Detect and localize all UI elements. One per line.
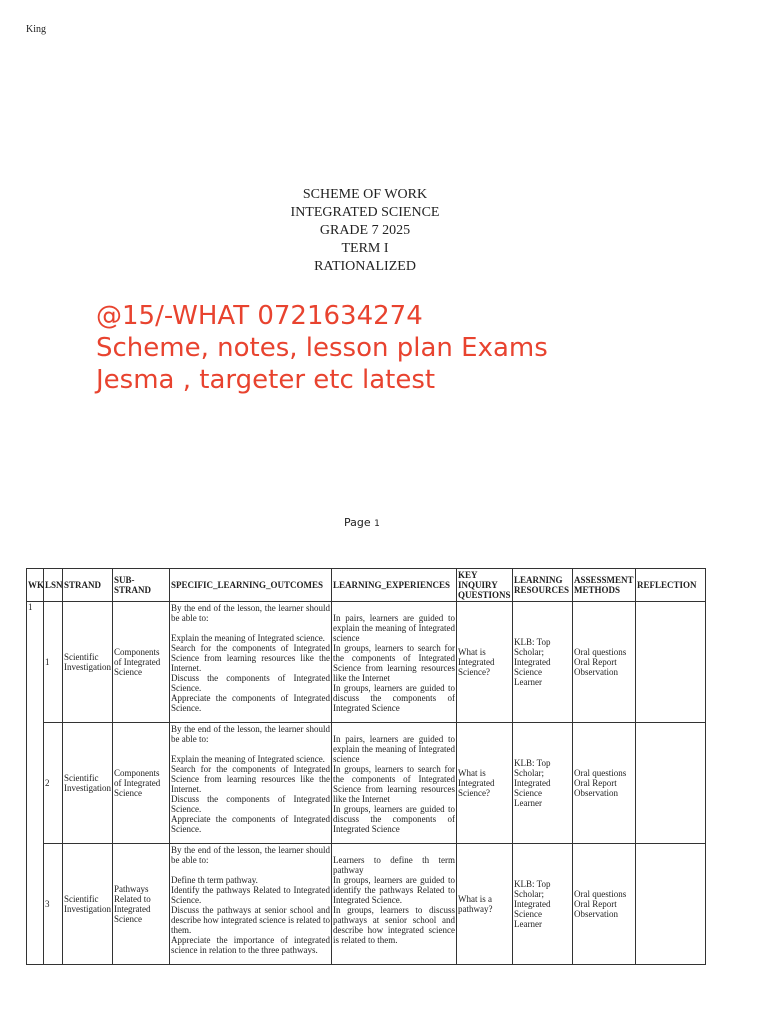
outcome-item: Search for the components of Integrated Science from learning resources like the Internet.: [171, 643, 330, 673]
experience-item: In groups, learners are guided to identify the pathways Related to Integrated Science.: [333, 875, 455, 905]
title-line: GRADE 7 2025: [319, 223, 411, 238]
sub-strand-cell: Components of Integrated Science: [113, 723, 170, 844]
page-number-value: 1: [374, 519, 380, 529]
assessment-cell: [573, 723, 636, 844]
experience-item: Learners to define th term pathway: [333, 855, 455, 875]
question-cell: What is Integrated Science?: [457, 723, 513, 844]
outcome-item: Define th term pathway.: [171, 875, 258, 885]
assessment-item: Oral Report: [574, 657, 617, 667]
assessment-item: Oral Report: [574, 778, 617, 788]
outcomes-intro: By the end of the lesson, the learner should be able to:: [171, 603, 330, 623]
table-row: [27, 844, 706, 965]
strand-cell: Scientific Investigation: [63, 844, 113, 965]
outcome-item: Search for the components of Integrated Science from learning resources like the Internet.: [171, 764, 330, 794]
assessment-cell: [573, 602, 636, 723]
table-row: [27, 723, 706, 844]
strand-cell: Scientific Investigation: [63, 723, 113, 844]
document-title: [0, 186, 730, 276]
promo-line: Jesma , targeter etc latest: [96, 365, 436, 395]
strand-cell: Scientific Investigation: [63, 602, 113, 723]
title-line: SCHEME OF WORK: [302, 187, 428, 202]
reflection-cell: [636, 723, 706, 844]
header-resources: LEARNING RESOURCES: [513, 569, 573, 602]
experience-item: In pairs, learners are guided to explain the meaning of Integrated science: [333, 734, 455, 764]
lesson-cell: 3: [44, 844, 63, 965]
outcomes-intro: By the end of the lesson, the learner should be able to:: [171, 724, 330, 744]
outcome-item: Discuss the pathways at senior school and describe how integrated science is related to them.: [171, 905, 330, 935]
scheme-table: [26, 568, 706, 965]
title-line: RATIONALIZED: [314, 259, 416, 274]
resources-cell: KLB: Top Scholar; Integrated Science Learner: [513, 844, 573, 965]
resources-cell: KLB: Top Scholar; Integrated Science Learner: [513, 602, 573, 723]
assessment-cell: [573, 844, 636, 965]
header-experiences: LEARNING_EXPERIENCES: [332, 569, 457, 602]
page-label: Page: [344, 516, 371, 529]
resources-cell: KLB: Top Scholar; Integrated Science Learner: [513, 723, 573, 844]
header-reflection: REFLECTION: [636, 569, 706, 602]
experience-item: In groups, learners to search for the components of Integrated Science from learning resources like the Internet: [333, 764, 455, 804]
lesson-cell: 2: [44, 723, 63, 844]
table-header-row: [27, 569, 706, 602]
experience-item: In pairs, learners are guided to explain the meaning of Integrated science: [333, 613, 455, 643]
header-assessment: ASSESSMENT METHODS: [573, 569, 636, 602]
assessment-item: Observation: [574, 667, 618, 677]
week-cell: 1: [27, 602, 44, 965]
sub-strand-cell: Components of Integrated Science: [113, 602, 170, 723]
header-sub-strand: SUB-STRAND: [113, 569, 170, 602]
assessment-item: Oral questions: [574, 889, 627, 899]
title-line: INTEGRATED SCIENCE: [290, 205, 440, 220]
outcome-item: Appreciate the components of Integrated Science.: [171, 693, 330, 713]
header-outcomes: SPECIFIC_LEARNING_OUTCOMES: [170, 569, 332, 602]
outcome-item: Appreciate the components of Integrated Science.: [171, 814, 330, 834]
outcomes-cell: [170, 723, 332, 844]
sub-strand-cell: Pathways Related to Integrated Science: [113, 844, 170, 965]
lesson-cell: 1: [44, 602, 63, 723]
experiences-cell: [332, 723, 457, 844]
experience-item: In groups, learners to search for the components of Integrated Science from learning resources like the Internet: [333, 643, 455, 683]
experience-item: In groups, learners are guided to discuss the components of Integrated Science: [333, 683, 455, 713]
promo-overlay: [96, 300, 548, 396]
outcomes-cell: [170, 602, 332, 723]
page-number: [344, 516, 380, 529]
outcome-item: Appreciate the importance of integrated science in relation to the three pathways.: [171, 935, 330, 955]
outcomes-cell: [170, 844, 332, 965]
outcome-item: Identify the pathways Related to Integrated Science.: [171, 885, 330, 905]
assessment-item: Oral questions: [574, 647, 627, 657]
header-strand: STRAND: [63, 569, 113, 602]
assessment-item: Observation: [574, 909, 618, 919]
assessment-item: Oral Report: [574, 899, 617, 909]
promo-line: @15/-WHAT 0721634274: [96, 301, 423, 331]
outcome-item: Discuss the components of Integrated Science.: [171, 794, 330, 814]
header-questions: KEY INQUIRY QUESTIONS: [458, 570, 511, 600]
outcomes-intro: By the end of the lesson, the learner should be able to:: [171, 845, 330, 865]
promo-line: Scheme, notes, lesson plan Exams: [96, 333, 548, 363]
question-cell: What is Integrated Science?: [457, 602, 513, 723]
header-wk: WK: [27, 569, 44, 602]
header-lsn: LSN: [44, 569, 63, 602]
table-row: [27, 602, 706, 723]
title-line: TERM I: [341, 241, 389, 256]
experiences-cell: [332, 844, 457, 965]
outcome-item: Discuss the components of Integrated Science.: [171, 673, 330, 693]
assessment-item: Observation: [574, 788, 618, 798]
assessment-item: Oral questions: [574, 768, 627, 778]
experiences-cell: [332, 602, 457, 723]
outcome-item: Explain the meaning of Integrated science.: [171, 633, 325, 643]
experience-item: In groups, learners are guided to discuss the components of Integrated Science: [333, 804, 455, 834]
experience-item: In groups, learners to discuss pathways at senior school and describe how integrated science is related to them.: [333, 905, 455, 945]
document-header: King: [26, 24, 46, 35]
outcome-item: Explain the meaning of Integrated science.: [171, 754, 325, 764]
reflection-cell: [636, 844, 706, 965]
reflection-cell: [636, 602, 706, 723]
question-cell: What is a pathway?: [457, 844, 513, 965]
